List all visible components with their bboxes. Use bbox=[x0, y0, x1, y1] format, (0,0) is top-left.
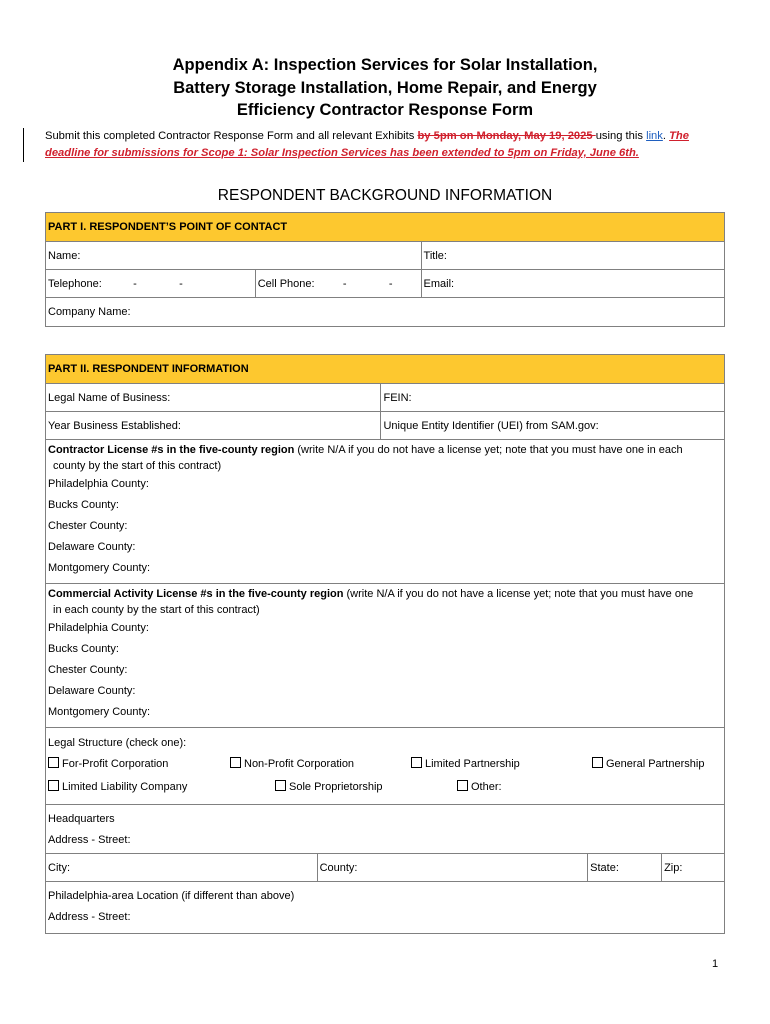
year-established-field[interactable]: Year Business Established: bbox=[46, 412, 381, 440]
sole-proprietorship-option[interactable]: Sole Proprietorship bbox=[275, 780, 383, 793]
for-profit-option[interactable]: For-Profit Corporation bbox=[48, 757, 168, 770]
county-field[interactable]: County: bbox=[317, 854, 588, 882]
email-field[interactable]: Email: bbox=[421, 270, 724, 298]
commercial-county-bucks[interactable]: Bucks County: bbox=[48, 643, 119, 655]
intro-paragraph: Submit this completed Contractor Response Form and all relevant Exhibits by 5pm on Monday, May 19, 2025 using this link. The deadline for submissions for Scope 1: Solar Inspection Services has been extended to 5pm on Friday, June 6th. bbox=[45, 130, 689, 159]
other-option[interactable]: Other: bbox=[457, 780, 502, 793]
contractor-county-delaware[interactable]: Delaware County: bbox=[48, 541, 136, 553]
page-number: 1 bbox=[712, 958, 719, 970]
cell-phone-field[interactable]: Cell Phone: - - bbox=[255, 270, 421, 298]
non-profit-option[interactable]: Non-Profit Corporation bbox=[230, 757, 354, 770]
contractor-county-chester[interactable]: Chester County: bbox=[48, 520, 128, 532]
uei-field[interactable]: Unique Entity Identifier (UEI) from SAM.gov: bbox=[381, 412, 725, 440]
checkbox-icon[interactable] bbox=[275, 780, 286, 791]
part2-header: PART II. RESPONDENT INFORMATION bbox=[46, 355, 725, 384]
limited-partnership-option[interactable]: Limited Partnership bbox=[411, 757, 520, 770]
checkbox-icon[interactable] bbox=[457, 780, 468, 791]
company-name-field[interactable]: Company Name: bbox=[46, 298, 725, 327]
legal-structure-section: Legal Structure (check one): For-Profit Corporation Non-Profit Corporation Limited Partnership General Partnership Limited Liability Company Sole Proprietorship Other: bbox=[46, 728, 725, 805]
deadline-notice-start: The bbox=[669, 130, 689, 142]
city-field[interactable]: City: bbox=[46, 854, 318, 882]
checkbox-icon[interactable] bbox=[48, 780, 59, 791]
struck-deadline: by 5pm on Monday, May 19, 2025 bbox=[417, 130, 596, 142]
contractor-county-montgomery[interactable]: Montgomery County: bbox=[48, 562, 151, 574]
philadelphia-location-section: Philadelphia-area Location (if different than above) Address - Street: bbox=[46, 882, 725, 934]
section-heading: RESPONDENT BACKGROUND INFORMATION bbox=[217, 187, 553, 204]
name-field[interactable]: Name: bbox=[46, 242, 422, 270]
state-field[interactable]: State: bbox=[588, 854, 662, 882]
title-line-3: Efficiency Contractor Response Form bbox=[236, 101, 534, 119]
checkbox-icon[interactable] bbox=[230, 757, 241, 768]
headquarters-section: Headquarters Address - Street: bbox=[46, 805, 725, 854]
zip-field[interactable]: Zip: bbox=[662, 854, 725, 882]
title-line-1: Appendix A: Inspection Services for Solar Installation, bbox=[172, 56, 598, 74]
revision-change-bar bbox=[23, 128, 24, 162]
page-title bbox=[0, 54, 770, 122]
contractor-county-philadelphia[interactable]: Philadelphia County: bbox=[48, 478, 149, 490]
contractor-license-section: Contractor License #s in the five-county region (write N/A if you do not have a license yet; note that you must have one in each county by the start of this contract) Philadelphia County: Bucks County: Chester County: Delaware County: Montgomery County: bbox=[46, 440, 725, 584]
checkbox-icon[interactable] bbox=[48, 757, 59, 768]
llc-option[interactable]: Limited Liability Company bbox=[48, 780, 187, 793]
checkbox-icon[interactable] bbox=[592, 757, 603, 768]
part1-table bbox=[45, 212, 725, 327]
title-line-2: Battery Storage Installation, Home Repair, and Energy bbox=[173, 78, 597, 97]
commercial-county-montgomery[interactable]: Montgomery County: bbox=[48, 706, 151, 718]
deadline-notice: deadline for submissions for Scope 1: Solar Inspection Services has been extended to 5pm on Friday, June 6th. bbox=[45, 147, 639, 159]
title-field[interactable]: Title: bbox=[421, 242, 724, 270]
commercial-county-philadelphia[interactable]: Philadelphia County: bbox=[48, 622, 149, 634]
checkbox-icon[interactable] bbox=[411, 757, 422, 768]
hq-address-street[interactable]: Address - Street: bbox=[48, 834, 131, 846]
contractor-county-bucks[interactable]: Bucks County: bbox=[48, 499, 119, 511]
commercial-county-chester[interactable]: Chester County: bbox=[48, 664, 128, 676]
fein-field[interactable]: FEIN: bbox=[381, 384, 725, 412]
submission-link[interactable]: link bbox=[646, 130, 663, 142]
philly-address-street[interactable]: Address - Street: bbox=[48, 911, 131, 923]
telephone-field[interactable]: Telephone: - - bbox=[46, 270, 256, 298]
commercial-license-section: Commercial Activity License #s in the five-county region (write N/A if you do not have a license yet; note that you must have one in each county by the start of this contract) Philadelphia County: Bucks County: Chester County: Delaware County: Montgomery County: bbox=[46, 584, 725, 728]
commercial-county-delaware[interactable]: Delaware County: bbox=[48, 685, 136, 697]
part2-table bbox=[45, 354, 725, 934]
general-partnership-option[interactable]: General Partnership bbox=[592, 757, 704, 770]
legal-name-field[interactable]: Legal Name of Business: bbox=[46, 384, 381, 412]
part1-header: PART I. RESPONDENT’S POINT OF CONTACT bbox=[46, 213, 725, 242]
